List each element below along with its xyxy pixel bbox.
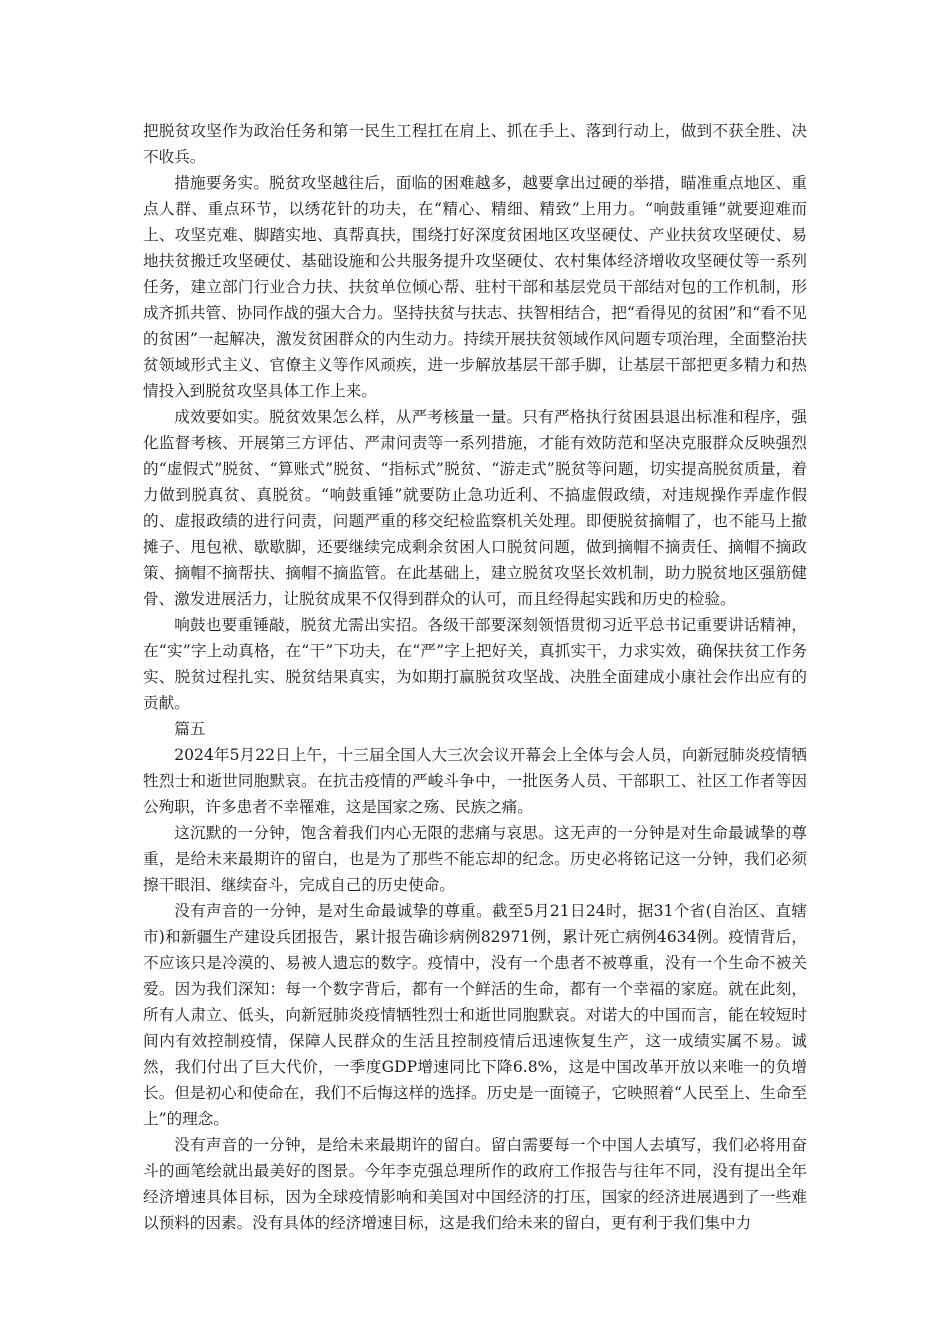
paragraph-3: 成效要如实。脱贫效果怎么样，从严考核量一量。只有严格执行贫困县退出标准和程序，强化监督考核、开展第三方评估、严肃问责等一系列措施，才能有效防范和坚决克服群众反映强烈的“虚假式”脱贫、“算账式”脱贫、“指标式”脱贫、“游走式”脱贫等问题，切实提高脱贫质量，着力做到脱真贫、真脱贫。“响鼓重锤”就要防止急功近利、不搞虚假政绩，对违规操作弄虚作假的、虚报政绩的进行问责，问题严重的移交纪检监察机关处理。即便脱贫摘帽了，也不能马上撤摊子、甩包袱、歇歇脚，还要继续完成剩余贫困人口脱贫问题，做到摘帽不摘责任、摘帽不摘政策、摘帽不摘帮扶、摘帽不摘监管。在此基础上，建立脱贫攻坚长效机制，助力脱贫地区强筋健骨、激发进展活力，让脱贫成果不仅得到群众的认可，而且经得起实践和历史的检验。 — [143, 408, 807, 608]
paragraph-2: 措施要务实。脱贫攻坚越往后，面临的困难越多，越要拿出过硬的举措，瞄准重点地区、重点人群、重点环节，以绣花针的功夫，在“精心、精细、精致”上用力。“响鼓重锤”就要迎难而上、攻坚克难、脚踏实地、真帮真扶，围绕打好深度贫困地区攻坚硬仗、产业扶贫攻坚硬仗、易地扶贫搬迁攻坚硬仗、基础设施和公共服务提升攻坚硬仗、农村集体经济增收攻坚硬仗等一系列任务，建立部门行业合力扶、扶贫单位倾心帮、驻村干部和基层党员干部结对包的工作机制，形成齐抓共管、协同作战的强大合力。坚持扶贫与扶志、扶智相结合，把“看得见的贫困”和“看不见的贫困”一起解决，激发贫困群众的内生动力。持续开展扶贫领域作风问题专项治理，全面整治扶贫领域形式主义、官僚主义等作风顽疾，进一步解放基层干部手脚，让基层干部把更多精力和热情投入到脱贫攻坚具体工作上来。 — [143, 174, 807, 400]
section-paragraph-4: 没有声音的一分钟，是给未来最期许的留白。留白需要每一个中国人去填写，我们必将用奋斗的画笔绘就出最美好的图景。今年李克强总理所作的政府工作报告与往年不同，没有提出全年经济增速具体目标，因为全球疫情影响和美国对中国经济的打压，国家的经济进展遇到了一些难以预料的因素。没有具体的经济增速目标，这是我们给未来的留白，更有利于我们集中力 — [143, 1136, 807, 1232]
section-paragraph-2: 这沉默的一分钟，饱含着我们内心无限的悲痛与哀思。这无声的一分钟是对生命最诚挚的尊重，是给未来最期许的留白，也是为了那些不能忘却的纪念。历史必将铭记这一分钟，我们必须擦干眼泪、继续奋斗，完成自己的历史使命。 — [143, 824, 807, 894]
section-paragraph-1: 2024年5月22日上午，十三届全国人大三次会议开幕会上全体与会人员，向新冠肺炎疫情牺牲烈士和逝世同胞默哀。在抗击疫情的严峻斗争中，一批医务人员、干部职工、社区工作者等因公殉职，许多患者不幸罹难，这是国家之殇、民族之痛。 — [143, 746, 807, 816]
paragraph-1: 把脱贫攻坚作为政治任务和第一民生工程扛在肩上、抓在手上、落到行动上，做到不获全胜、决不收兵。 — [143, 122, 807, 166]
section-heading: 篇五 — [174, 720, 206, 738]
section-paragraph-3: 没有声音的一分钟，是对生命最诚挚的尊重。截至5月21日24时，据31个省(自治区、直辖市)和新疆生产建设兵团报告，累计报告确诊病例82971例，累计死亡病例4634例。疫情背后，不应该只是冷漠的、易被人遗忘的数字。疫情中，没有一个患者不被尊重，没有一个生命不被关爱。因为我们深知：每一个数字背后，都有一个鲜活的生命，都有一个幸福的家庭。就在此刻，所有人肃立、低头，向新冠肺炎疫情牺牲烈士和逝世同胞默哀。对诺大的中国而言，能在较短时间内有效控制疫情，保障人民群众的生活且控制疫情后迅速恢复生产，这一成绩实属不易。诚然，我们付出了巨大代价，一季度GDP增速同比下降6.8%，这是中国改革开放以来唯一的负增长。但是初心和使命在，我们不后悔这样的选择。历史是一面镜子，它映照着“人民至上、生命至上”的理念。 — [143, 902, 807, 1128]
paragraph-4: 响鼓也要重锤敲，脱贫尤需出实招。各级干部要深刻领悟贯彻习近平总书记重要讲话精神，在“实”字上动真格，在“干”下功夫，在“严”字上把好关，真抓实干，力求实效，确保扶贫工作务实、脱贫过程扎实、脱贫结果真实，为如期打赢脱贫攻坚战、决胜全面建成小康社会作出应有的贡献。 — [143, 616, 807, 712]
document-page — [143, 118, 807, 1236]
